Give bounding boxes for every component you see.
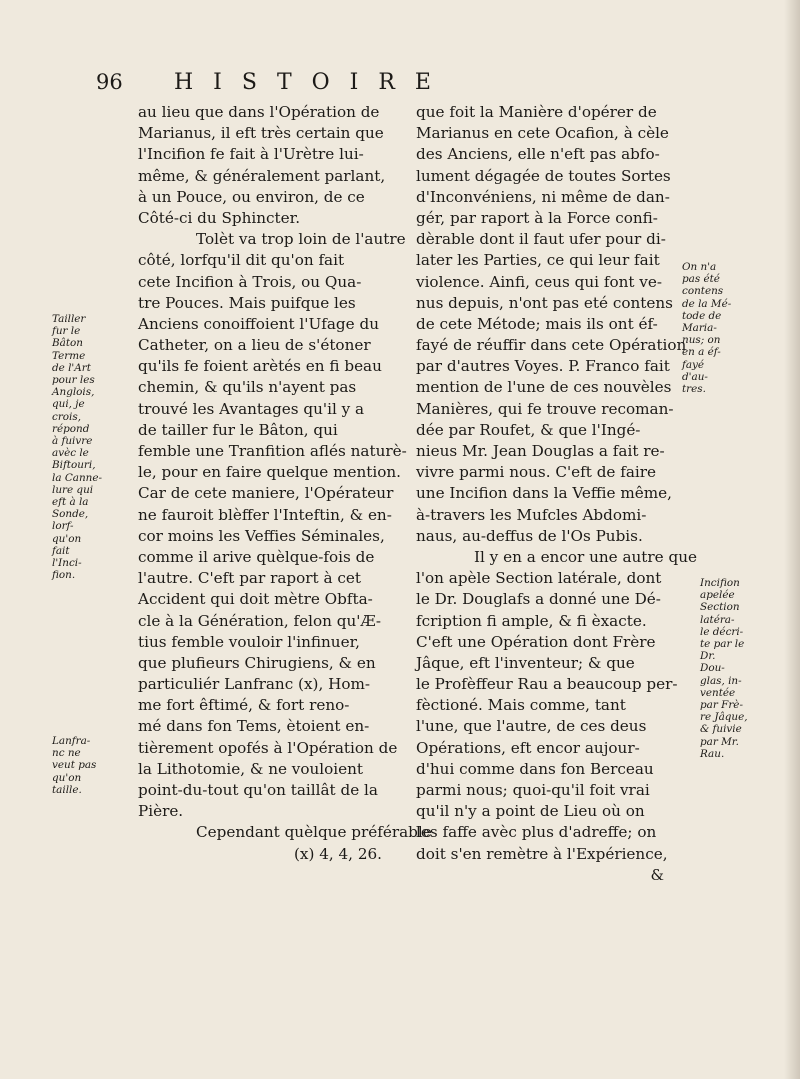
margin-note-line: te par le	[700, 638, 745, 651]
text-line: fèctioné. Mais comme, tant	[416, 696, 626, 715]
margin-note-line: pour les	[52, 374, 95, 387]
text-line: des Anciens, elle n'eft pas abfo-	[416, 145, 660, 164]
margin-note-lanfranc	[52, 735, 136, 796]
text-line: gér, par raport à la Force confi-	[416, 208, 658, 227]
text-line: tièrement opofés à l'Opération de	[138, 738, 398, 757]
margin-note-line: Section	[700, 601, 740, 614]
text-line: que foit la Manière d'opérer de	[416, 103, 657, 121]
margin-note-line: nus; on	[682, 334, 721, 347]
margin-note-line: Tailler	[52, 313, 86, 325]
text-line: Marianus en cete Ocafion, à cèle	[416, 124, 669, 143]
text-line: Pière.	[138, 802, 184, 821]
text-line: Anciens conoiffoient l'Ufage du	[138, 314, 379, 333]
text-line: Jâque, eft l'inventeur; & que	[416, 653, 635, 672]
text-line: vivre parmi nous. C'eft de faire	[416, 463, 657, 482]
text-line: Tolèt va trop loin de l'autre	[196, 230, 406, 249]
text-line: côté, lorfqu'il dit qu'on fait	[138, 251, 345, 270]
margin-note-line: Rau.	[700, 747, 725, 760]
text-line: au lieu que dans l'Opération de	[138, 103, 380, 121]
text-line: &	[650, 865, 664, 884]
margin-note-line: Incifion	[700, 577, 740, 589]
margin-note-line: lure qui	[52, 483, 94, 496]
text-line: l'Incifion fe fait à l'Urètre lui-	[138, 145, 364, 164]
text-line: à un Pouce, ou environ, de ce	[138, 187, 365, 206]
margin-note-line: nc ne	[52, 747, 81, 760]
text-line: par d'autres Voyes. P. Franco fait	[416, 357, 670, 376]
margin-note-line: tres.	[682, 383, 706, 396]
text-line: de tailler fur le Bâton, qui	[138, 420, 338, 439]
text-line: Côté-ci du Sphincter.	[138, 208, 301, 227]
right-text-column	[416, 102, 697, 886]
left-text-column	[138, 102, 432, 865]
text-line: dèrable dont il faut ufer pour di-	[416, 230, 666, 249]
margin-note-line: lorf-	[52, 520, 74, 533]
text-line: doit s'en remètre à l'Expérience,	[416, 844, 668, 863]
margin-note-line: qu'on	[52, 532, 82, 545]
text-line: Cependant quèlque préférable	[196, 823, 432, 842]
text-line: l'autre. C'eft par raport à cet	[138, 569, 361, 588]
text-line: nus depuis, n'ont pas eté contens	[416, 293, 673, 312]
text-line: fayé de réuffir dans cete Opération	[416, 336, 687, 355]
text-line: le Profèffeur Rau a beaucoup per-	[416, 675, 678, 694]
text-line: cle à la Génération, felon qu'Æ-	[138, 611, 382, 630]
text-line: le Dr. Douglafs a donné une Dé-	[416, 590, 661, 609]
margin-note-line: Biftouri,	[52, 459, 96, 472]
text-line: l'une, que l'autre, de ces deus	[416, 717, 647, 736]
margin-note-line: avèc le	[52, 447, 89, 460]
page-number: 96	[96, 70, 123, 94]
text-line: mé dans fon Tems, ètoient en-	[138, 717, 370, 736]
text-line: violence. Ainfi, ceus qui font ve-	[416, 272, 663, 291]
text-line: Catheter, on a lieu de s'étoner	[138, 336, 371, 355]
margin-note-line: le décri-	[700, 625, 744, 638]
text-line: nieus Mr. Jean Douglas a fait re-	[416, 442, 665, 460]
page-edge-shadow	[784, 0, 800, 1079]
margin-note-line: Dou-	[700, 662, 725, 675]
margin-note-line: par Mr.	[700, 735, 739, 748]
text-line: lument dégagée de toutes Sortes	[416, 166, 671, 185]
margin-note-line: la Canne-	[52, 471, 103, 484]
text-line: ne fauroit blèffer l'Inteftin, & en-	[138, 505, 392, 524]
margin-note-line: glas, in-	[700, 674, 742, 687]
running-title: HISTOIRE	[174, 70, 451, 95]
text-line: d'Inconvéniens, ni même de dan-	[416, 187, 670, 206]
text-line: qu'il n'y a point de Lieu où on	[416, 802, 645, 821]
text-line: Accident qui doit mètre Obfta-	[138, 590, 373, 609]
margin-note-line: Bâton	[52, 337, 83, 350]
margin-note-line: répond	[52, 422, 90, 435]
margin-note-line: Maria-	[682, 322, 717, 335]
text-line: me fort êftimé, & fort reno-	[138, 696, 350, 715]
margin-note-line: contens	[682, 285, 724, 298]
margin-note-line: qui, je	[52, 398, 85, 411]
margin-note-line: Sonde,	[52, 508, 89, 521]
margin-note-line: à fuivre	[52, 435, 93, 448]
margin-note-line: fion.	[52, 569, 76, 582]
margin-note-line: ventée	[700, 686, 736, 699]
text-line: (x) 4, 4, 26.	[293, 844, 382, 863]
text-line: chemin, & qu'ils n'ayent pas	[138, 378, 357, 397]
text-line: C'eft une Opération dont Frère	[416, 632, 656, 651]
text-line: Opérations, eft encor aujour-	[416, 738, 640, 757]
text-line: parmi nous; quoi-qu'il foit vrai	[416, 781, 650, 799]
text-line: comme il arive quèlque-fois de	[138, 547, 375, 566]
page-header	[96, 70, 776, 104]
margin-note-line: Dr.	[700, 650, 716, 663]
margin-note-line: d'au-	[682, 370, 708, 383]
text-line: d'hui comme dans fon Berceau	[416, 759, 654, 778]
text-line: femble une Tranfition aflés naturè-	[138, 442, 407, 460]
text-line: Il y en a encor une autre que	[474, 547, 697, 566]
margin-note-incision	[700, 577, 796, 760]
text-line: tius femble vouloir l'infinuer,	[138, 632, 360, 651]
margin-note-line: Anglois,	[52, 386, 95, 399]
text-line: que plufieurs Chirugiens, & en	[138, 653, 376, 672]
margin-note-line: Lanfra-	[52, 735, 91, 747]
text-line: Car de cete maniere, l'Opérateur	[138, 484, 394, 503]
margin-note-line: par Frè-	[700, 699, 743, 712]
text-line: fcription fi ample, & fi èxacte.	[416, 611, 647, 630]
text-line: naus, au-deffus de l'Os Pubis.	[416, 526, 643, 545]
text-line: tre Pouces. Mais puifque les	[138, 293, 356, 312]
margin-note-line: latéra-	[700, 613, 735, 626]
margin-note-line: qu'on	[52, 771, 82, 784]
text-line: particuliér Lanfranc (x), Hom-	[138, 675, 371, 694]
text-line: la Lithotomie, & ne vouloient	[138, 759, 364, 778]
margin-note-line: fait	[52, 544, 70, 557]
text-line: Marianus, il eft très certain que	[138, 124, 384, 143]
margin-note-line: l'Inci-	[52, 557, 82, 570]
text-line: dée par Roufet, & que l'Ingé-	[416, 420, 641, 439]
text-line: une Incifion dans la Veffie même,	[416, 484, 672, 503]
text-line: qu'ils fe foient arètés en fi beau	[138, 357, 382, 376]
margin-note-line: taille.	[52, 783, 82, 796]
text-line: de cete Métode; mais ils ont éf-	[416, 314, 658, 333]
text-line: cor moins les Veffies Séminales,	[138, 526, 385, 545]
margin-note-line: de la Mé-	[682, 297, 732, 310]
text-line: le, pour en faire quelque mention.	[138, 463, 401, 482]
text-line: les faffe avèc plus d'adreffe; on	[416, 823, 657, 842]
margin-note-tailler	[52, 313, 136, 581]
margin-note-line: Terme	[52, 349, 86, 362]
text-line: l'on apèle Section latérale, dont	[416, 569, 662, 588]
text-line: Manières, qui fe trouve recoman-	[416, 399, 674, 418]
margin-note-line: de l'Art	[52, 361, 91, 374]
text-line: trouvé les Avantages qu'il y a	[138, 399, 365, 418]
margin-note-line: & fuivie	[700, 723, 742, 736]
margin-note-line: eft à la	[52, 496, 89, 509]
margin-note-line: fayé	[682, 358, 705, 371]
text-line: point-du-tout qu'on taillât de la	[138, 781, 378, 799]
margin-note-line: re Jâque,	[700, 711, 748, 724]
margin-note-line: tode de	[682, 309, 722, 322]
margin-note-on-na	[682, 261, 778, 395]
margin-note-line: veut pas	[52, 759, 97, 772]
margin-note-line: apelée	[700, 589, 735, 602]
text-line: mention de l'une de ces nouvèles	[416, 378, 672, 397]
text-line: cete Incifion à Trois, ou Qua-	[138, 272, 362, 291]
margin-note-line: crois,	[52, 410, 82, 423]
text-line: même, & généralement parlant,	[138, 166, 386, 185]
text-line: later les Parties, ce qui leur fait	[416, 251, 660, 270]
margin-note-line: pas été	[682, 273, 720, 286]
margin-note-line: On n'a	[682, 261, 717, 273]
text-line: à-travers les Mufcles Abdomi-	[416, 505, 647, 524]
margin-note-line: en a éf-	[682, 346, 721, 359]
margin-note-line: fur le	[52, 325, 81, 338]
